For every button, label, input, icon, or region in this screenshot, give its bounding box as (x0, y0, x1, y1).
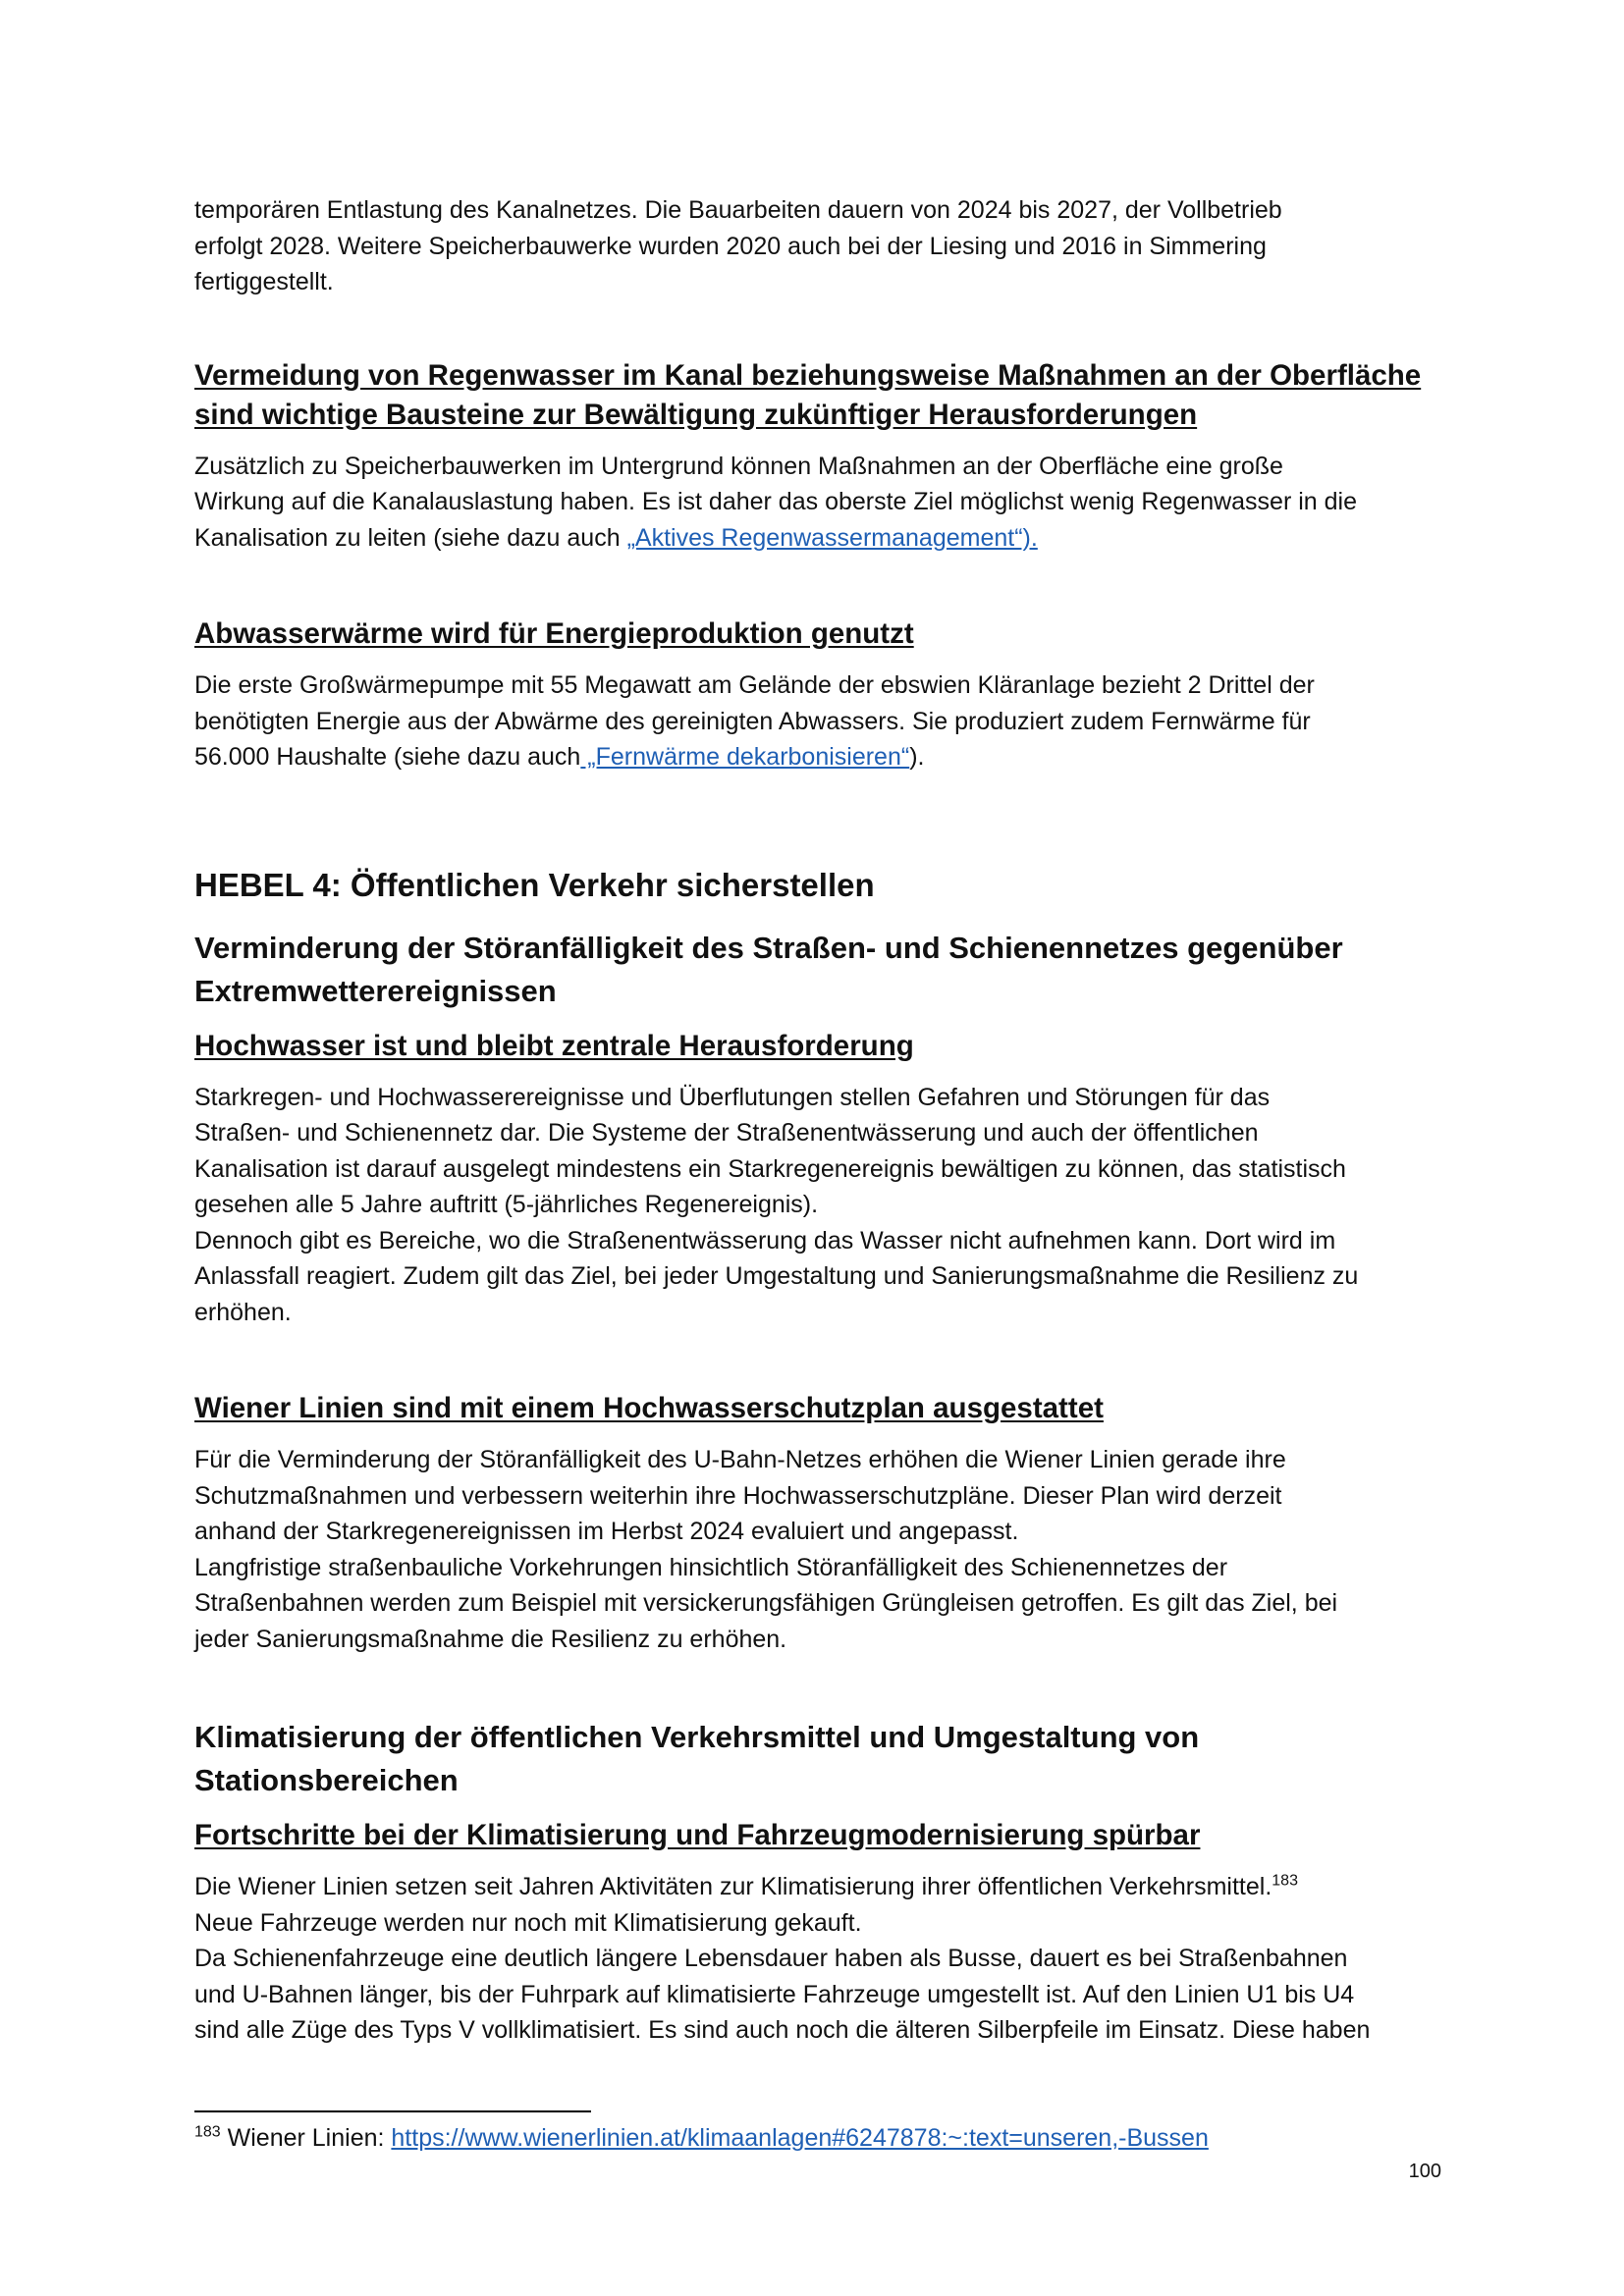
hochwasserschutz-line-4: Langfristige straßenbauliche Vorkehrungen hinsichtlich Störanfälligkeit des Schienennetzes der (194, 1553, 1228, 1581)
hebel4-subtitle-line-1: Verminderung der Störanfälligkeit des Straßen- und Schienennetzes gegenüber (194, 930, 1343, 965)
footnote-link[interactable]: https://www.wienerlinien.at/klimaanlagen#6247878:~:text=unseren,-Bussen (391, 2124, 1209, 2152)
page-number: 100 (1408, 2161, 1441, 2182)
footnote-text: Wiener Linien: (220, 2124, 392, 2152)
hebel4-subtitle-line-2: Extremwetterereignissen (194, 973, 557, 1008)
regenwasser-heading-line-2: sind wichtige Bausteine zur Bewältigung zukünftiger Herausforderungen (194, 398, 1198, 431)
klima-line-2: Neue Fahrzeuge werden nur noch mit Klimatisierung gekauft. (194, 1908, 862, 1937)
regenwassermanagement-link[interactable]: „Aktives Regenwassermanagement“). (626, 523, 1038, 552)
hochwasser-line-3: Kanalisation ist darauf ausgelegt mindestens ein Starkregenereignis bewältigen zu können, das statistisch (194, 1154, 1346, 1183)
footnote-183 (194, 2120, 1209, 2156)
hebel4-subtitle (194, 927, 1441, 1013)
klima-subtitle-line-1: Klimatisierung der öffentlichen Verkehrsmittel und Umgestaltung von (194, 1720, 1200, 1754)
abwasserwaerme-heading: Abwasserwärme wird für Energieproduktion genutzt (194, 617, 914, 650)
hochwasserschutz-heading: Wiener Linien sind mit einem Hochwasserschutzplan ausgestattet (194, 1392, 1104, 1424)
intro-line-2: erfolgt 2028. Weitere Speicherbauwerke wurden 2020 auch bei der Liesing und 2016 in Simmering (194, 232, 1267, 260)
intro-line-3: fertiggestellt. (194, 268, 334, 295)
klima-line-5: sind alle Züge des Typs V vollklimatisiert. Es sind auch noch die älteren Silberpfeile im Einsatz. Diese haben (194, 2016, 1371, 2044)
regenwasser-line-1: Zusätzlich zu Speicherbauwerken im Untergrund können Maßnahmen an der Oberfläche eine große (194, 452, 1283, 480)
abwasserwaerme-line-2: benötigten Energie aus der Abwärme des gereinigten Abwassers. Sie produziert zudem Fernwärme für (194, 707, 1311, 735)
hochwasserschutz-line-2: Schutzmaßnahmen und verbessern weiterhin ihre Hochwasserschutzpläne. Dieser Plan wird derzeit (194, 1481, 1282, 1510)
hebel4-title: HEBEL 4: Öffentlichen Verkehr sicherstellen (194, 866, 875, 903)
hochwasser-line-6: Anlassfall reagiert. Zudem gilt das Ziel, bei jeder Umgestaltung und Sanierungsmaßnahme die Resilienz zu (194, 1262, 1359, 1290)
regenwasser-line-3: Kanalisation zu leiten (siehe dazu auch (194, 523, 627, 552)
hochwasserschutz-line-5: Straßenbahnen werden zum Beispiel mit versickerungsfähigen Grüngleisen getroffen. Es gilt das Ziel, bei (194, 1589, 1338, 1617)
klima-paragraph (194, 1869, 1441, 2049)
hochwasserschutz-line-3: anhand der Starkregenereignissen im Herbst 2024 evaluiert und angepasst. (194, 1518, 1019, 1545)
hochwasserschutz-line-6: jeder Sanierungsmaßnahme die Resilienz zu erhöhen. (194, 1625, 787, 1653)
klima-line-3: Da Schienenfahrzeuge eine deutlich längere Lebensdauer haben als Busse, dauert es bei Straßenbahnen (194, 1945, 1348, 1972)
intro-line-1: temporären Entlastung des Kanalnetzes. Die Bauarbeiten dauern von 2024 bis 2027, der Vollbetrieb (194, 196, 1282, 224)
regenwasser-heading-line-1: Vermeidung von Regenwasser im Kanal beziehungsweise Maßnahmen an der Oberfläche (194, 358, 1422, 392)
regenwasser-heading (194, 356, 1441, 435)
hochwasser-line-1: Starkregen- und Hochwasserereignisse und Überflutungen stellen Gefahren und Störungen für das (194, 1083, 1271, 1111)
document-page (194, 192, 1441, 2049)
regenwasser-line-2: Wirkung auf die Kanalauslastung haben. Es ist daher das oberste Ziel möglichst wenig Regenwasser in die (194, 488, 1357, 515)
hochwasser-line-4: gesehen alle 5 Jahre auftritt (5-jährliches Regenereignis). (194, 1191, 819, 1218)
regenwasser-paragraph (194, 449, 1441, 557)
hochwasser-line-7: erhöhen. (194, 1298, 292, 1326)
klima-subtitle-line-2: Stationsbereichen (194, 1763, 459, 1797)
abwasserwaerme-line-3: 56.000 Haushalte (siehe dazu auch (194, 743, 581, 771)
fernwaerme-link[interactable]: „Fernwärme dekarbonisieren“ (580, 743, 910, 771)
klima-heading: Fortschritte bei der Klimatisierung und Fahrzeugmodernisierung spürbar (194, 1819, 1201, 1851)
hochwasserschutz-line-1: Für die Verminderung der Störanfälligkeit des U-Bahn-Netzes erhöhen die Wiener Linien gerade ihre (194, 1446, 1286, 1473)
klima-line-1: Die Wiener Linien setzen seit Jahren Aktivitäten zur Klimatisierung ihrer öffentlichen Verkehrsmittel. (194, 1873, 1272, 1900)
abwasserwaerme-line-1: Die erste Großwärmepumpe mit 55 Megawatt am Gelände der ebswien Kläranlage bezieht 2 Drittel der (194, 671, 1315, 699)
intro-paragraph (194, 192, 1441, 300)
hochwasser-paragraph (194, 1080, 1441, 1331)
hochwasser-line-2: Straßen- und Schienennetz dar. Die Systeme der Straßenentwässerung und auch der öffentlichen (194, 1119, 1259, 1147)
footnote-number: 183 (194, 2123, 221, 2141)
klima-line-4: und U-Bahnen länger, bis der Fuhrpark auf klimatisierte Fahrzeuge umgestellt ist. Auf den Linien U1 bis U4 (194, 1980, 1355, 2008)
hochwasser-heading: Hochwasser ist und bleibt zentrale Herausforderung (194, 1029, 914, 1062)
footnote-ref-183[interactable]: 183 (1272, 1872, 1298, 1890)
abwasserwaerme-paragraph (194, 667, 1441, 775)
hochwasserschutz-paragraph (194, 1442, 1441, 1657)
hochwasser-line-5: Dennoch gibt es Bereiche, wo die Straßenentwässerung das Wasser nicht aufnehmen kann. Dort wird im (194, 1226, 1336, 1255)
klima-subtitle (194, 1716, 1441, 1802)
footnote-separator (194, 2110, 591, 2112)
abwasserwaerme-line-3-end: ). (909, 743, 925, 771)
